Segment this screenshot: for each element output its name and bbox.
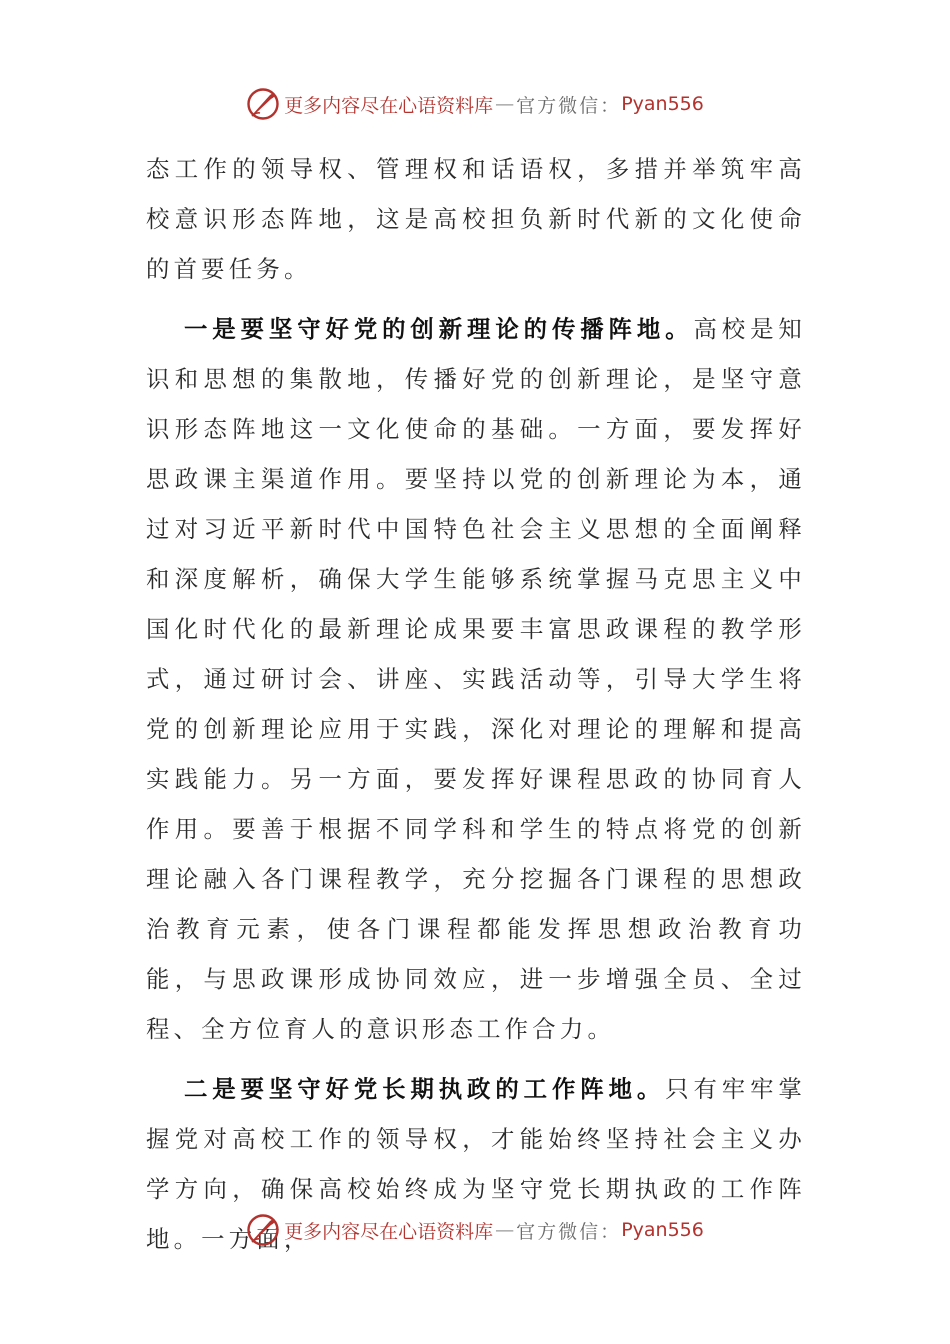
paragraph-1-text: 态工作的领导权、管理权和话语权，多措并举筑牢高校意识形态阵地，这是高校担负新时代新的文化使命的首要任务。 (146, 155, 806, 283)
watermark-brand: 更多内容尽在心语资料库 (284, 94, 494, 117)
paragraph-2-heading: 一是要坚守好党的创新理论的传播阵地。 (184, 315, 694, 343)
watermark-brand: 更多内容尽在心语资料库 (284, 1220, 494, 1243)
paragraph-1 (146, 144, 806, 294)
document-body (146, 144, 806, 1264)
watermark-separator: — (495, 93, 515, 115)
paragraph-3-text: 只有牢牢掌握党对高校工作的领导权，才能始终坚持社会主义办学方向，确保高校始终成为坚守党长期执政的工作阵地。一方面， (146, 1075, 806, 1253)
footer-watermark (0, 1210, 950, 1250)
watermark-account: Pyan556 (621, 93, 704, 115)
watermark-separator: — (495, 1219, 515, 1241)
watermark-account: Pyan556 (621, 1219, 704, 1241)
header-watermark (0, 84, 950, 124)
watermark-official: 官方微信： (516, 94, 622, 117)
paragraph-2-text: 高校是知识和思想的集散地，传播好党的创新理论，是坚守意识形态阵地这一文化使命的基础。一方面，要发挥好思政课主渠道作用。要坚持以党的创新理论为本，通过对习近平新时代中国特色社会主义思想的全面阐释和深度解析，确保大学生能够系统掌握马克思主义中国化时代化的最新理论成果要丰富思政课程的教学形式，通过研讨会、讲座、实践活动等，引导大学生将党的创新理论应用于实践，深化对理论的理解和提高实践能力。另一方面，要发挥好课程思政的协同育人作用。要善于根据不同学科和学生的特点将党的创新理论融入各门课程教学，充分挖掘各门课程的思想政治教育元素，使各门课程都能发挥思想政治教育功能，与思政课形成协同效应，进一步增强全员、全过程、全方位育人的意识形态工作合力。 (146, 315, 806, 1043)
paragraph-3-heading: 二是要坚守好党长期执政的工作阵地。 (184, 1075, 666, 1103)
watermark-official: 官方微信： (516, 1220, 622, 1243)
quill-logo-icon (246, 87, 280, 121)
paragraph-2 (146, 304, 806, 1054)
quill-logo-icon (246, 1213, 280, 1247)
